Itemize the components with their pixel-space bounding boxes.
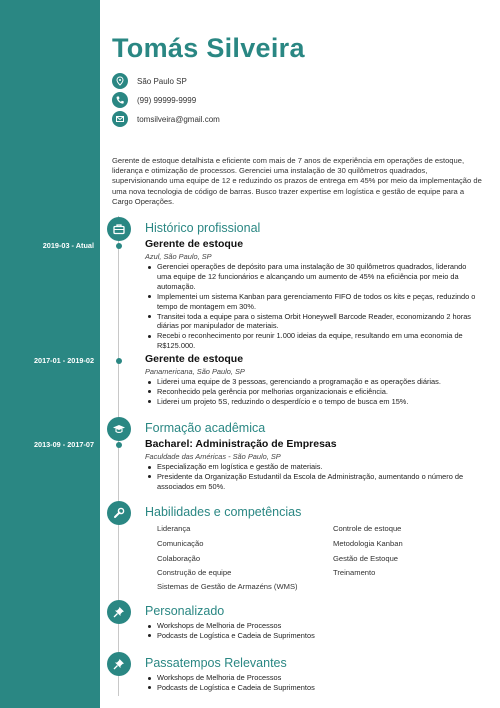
hobbies-bullets bbox=[146, 673, 481, 693]
contact-location-text: São Paulo SP bbox=[137, 76, 187, 86]
skill-item: Metodologia Kanban bbox=[333, 539, 403, 548]
list-item: Workshops de Melhoria de Processos bbox=[146, 621, 481, 631]
education-section-title: Formação acadêmica bbox=[145, 421, 266, 435]
list-item: Liderei uma equipe de 3 pessoas, gerenciando a programação e as operações diárias. bbox=[146, 377, 481, 387]
skills-wrench-icon bbox=[107, 501, 131, 525]
list-item: Podcasts de Logística e Cadeia de Suprimentos bbox=[146, 631, 481, 641]
education-date: 2013-09 - 2017-07 bbox=[33, 440, 94, 449]
graduation-cap-icon bbox=[107, 417, 131, 441]
job-title: Gerente de estoque bbox=[145, 238, 244, 250]
contact-phone bbox=[112, 92, 196, 108]
job-company: Panamericana, São Paulo, SP bbox=[145, 367, 245, 376]
experience-section-title: Histórico profissional bbox=[145, 221, 261, 235]
list-item: Recebi o reconhecimento por reunir 1.000 ideias da equipe, resultando em uma economia de R$125.000. bbox=[146, 331, 481, 351]
list-item: Liderei um projeto 5S, reduzindo o desperdício e o tempo de busca em 15%. bbox=[146, 397, 481, 407]
list-item: Presidente da Organização Estudantil da Escola de Administração, aumentando o número de associados em 50%. bbox=[146, 472, 481, 492]
timeline-dot bbox=[116, 358, 122, 364]
job-date: 2019-03 - Atual bbox=[42, 241, 94, 250]
skill-item: Comunicação bbox=[157, 539, 204, 548]
timeline-dot bbox=[116, 243, 122, 249]
custom-bullets bbox=[146, 621, 481, 641]
job-bullets bbox=[146, 262, 481, 351]
degree-title: Bacharel: Administração de Empresas bbox=[145, 438, 337, 450]
education-bullets bbox=[146, 462, 481, 492]
contact-email-text[interactable]: tomsilveira@gmail.com bbox=[137, 114, 220, 124]
list-item: Implementei um sistema Kanban para gerenciamento FIFO de todos os kits e peças, reduzindo o tempo de montagem em 30%. bbox=[146, 292, 481, 312]
list-item: Transitei toda a equipe para o sistema Orbit Honeywell Barcode Reader, economizando 2 horas diárias por manipulador de materiais. bbox=[146, 312, 481, 332]
professional-summary: Gerente de estoque detalhista e eficiente com mais de 7 anos de experiência em operações de estoque, liderança e otimização de processos. Gerenciei uma instalação de 30 quilômetros quadrados, supervisionando uma equipe de 12 e reduzindo os prazos de entrega em 45% por meio da implementação de uma nova tecnologia de código de barras. Busco trazer expertise em logística e gestão de equipe para a Cargo Operações. bbox=[112, 156, 482, 206]
list-item: Podcasts de Logística e Cadeia de Suprimentos bbox=[146, 683, 481, 693]
school-name: Faculdade das Américas - São Paulo, SP bbox=[145, 452, 281, 461]
contact-location bbox=[112, 73, 187, 89]
sidebar bbox=[0, 0, 100, 708]
briefcase-icon bbox=[107, 217, 131, 241]
phone-icon bbox=[112, 92, 128, 108]
timeline-line bbox=[118, 216, 119, 696]
skill-item: Gestão de Estoque bbox=[333, 554, 399, 563]
list-item: Reconhecido pela gerência por melhorias organizacionais e eficiência. bbox=[146, 387, 481, 397]
hobbies-section-title: Passatempos Relevantes bbox=[145, 656, 287, 670]
skills-section-title: Habilidades e competências bbox=[145, 505, 302, 519]
timeline-dot bbox=[116, 442, 122, 448]
contact-phone-text: (99) 99999-9999 bbox=[137, 95, 197, 105]
skill-item: Treinamento bbox=[333, 568, 376, 577]
list-item: Workshops de Melhoria de Processos bbox=[146, 673, 481, 683]
pin-icon bbox=[107, 652, 131, 676]
candidate-name: Tomás Silveira bbox=[112, 33, 305, 63]
job-bullets bbox=[146, 377, 481, 407]
skill-item: Colaboração bbox=[157, 554, 201, 563]
skill-item: Liderança bbox=[157, 524, 191, 533]
job-company: Azul, São Paulo, SP bbox=[145, 252, 212, 261]
skill-item: Controle de estoque bbox=[333, 524, 402, 533]
email-icon bbox=[112, 111, 128, 127]
skill-item: Construção de equipe bbox=[157, 568, 232, 577]
contact-email[interactable] bbox=[112, 111, 220, 127]
list-item: Especialização em logística e gestão de materiais. bbox=[146, 462, 481, 472]
pin-icon bbox=[107, 600, 131, 624]
list-item: Gerenciei operações de depósito para uma instalação de 30 quilômetros quadrados, liderando uma equipe de 12 funcionários e alcançando um aumento de 45% na eficiência por meio da automação. bbox=[146, 262, 481, 292]
location-pin-icon bbox=[112, 73, 128, 89]
job-date: 2017-01 - 2019-02 bbox=[33, 356, 94, 365]
custom-section-title: Personalizado bbox=[145, 604, 225, 618]
skill-item: Sistemas de Gestão de Armazéns (WMS) bbox=[157, 582, 298, 591]
job-title: Gerente de estoque bbox=[145, 353, 244, 365]
